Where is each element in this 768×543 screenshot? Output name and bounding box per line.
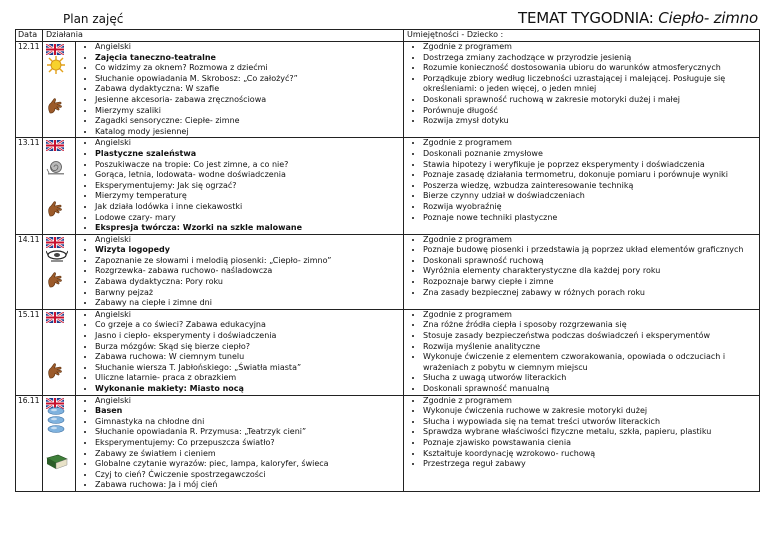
activity-item: • Jak działa lodówka i inne ciekawostki xyxy=(95,202,403,213)
skill-item: • Poszerza wiedzę, wzbudza zainteresowanie techniką xyxy=(423,181,759,192)
theme-prefix: TEMAT TYGODNIA: xyxy=(518,9,654,27)
activity-item: • Mierzymy temperaturę xyxy=(95,191,403,202)
activities-list xyxy=(76,396,403,491)
day-icons xyxy=(43,234,76,309)
date-column-header: Data xyxy=(16,30,43,42)
activity-item: • Zabawy na ciepłe i zimne dni xyxy=(95,298,403,309)
skill-item: • Poznaje zjawisko powstawania cienia xyxy=(423,438,759,449)
skill-item: • Wykonuje ćwiczenie z elementem czworakowania, opowiada o odczuciach i wrażeniach z pobytu w ciemnym miejscu xyxy=(423,352,759,373)
skills-list xyxy=(404,310,759,395)
activity-item: • Burza mózgów: Skąd się bierze ciepło? xyxy=(95,342,403,353)
skill-item: • Poznaje budowę piosenki i przedstawia ją poprzez układ elementów graficznych xyxy=(423,245,759,256)
skill-item: • Zgodnie z programem xyxy=(423,235,759,246)
activity-item: • Globalne czytanie wyrazów: piec, lampa, kaloryfer, świeca xyxy=(95,459,403,470)
skill-item: • Doskonali sprawność manualną xyxy=(423,384,759,395)
activity-item: • Wizyta logopedy xyxy=(95,245,403,256)
activity-item: • Plastyczne szaleństwa xyxy=(95,149,403,160)
activities-cell xyxy=(76,395,404,491)
hand-icon xyxy=(46,97,64,119)
day-row xyxy=(16,138,760,234)
activity-item: • Zagadki sensoryczne: Ciepłe- zimne xyxy=(95,116,403,127)
activity-item: • Co widzimy za oknem? Rozmowa z dziećmi xyxy=(95,63,403,74)
activity-item: • Zajęcia taneczno-teatralne xyxy=(95,53,403,64)
activity-item: • Basen xyxy=(95,406,403,417)
activities-cell xyxy=(76,42,404,138)
skill-item: • Kształtuje koordynację wzrokowo- ruchową xyxy=(423,449,759,460)
skill-item: • Wyróżnia elementy charakterystyczne dla każdej pory roku xyxy=(423,266,759,277)
skills-column-header: Umiejętności - Dziecko : xyxy=(404,30,760,42)
ear-listening-icon xyxy=(46,247,68,267)
skill-item: • Rozumie konieczność dostosowania ubioru do warunków atmosferycznych xyxy=(423,63,759,74)
activity-item: • Słuchanie opowiadania R. Przymusa: „Teatrzyk cieni” xyxy=(95,427,403,438)
activity-item: • Zabawa ruchowa: W ciemnym tunelu xyxy=(95,352,403,363)
skill-item: • Poznaje nowe techniki plastyczne xyxy=(423,213,759,224)
skill-item: • Zna różne źródła ciepła i sposoby rozgrzewania się xyxy=(423,320,759,331)
activity-item: • Uliczne latarnie- praca z obrazkiem xyxy=(95,373,403,384)
activities-list xyxy=(76,310,403,395)
activity-item: • Poszukiwacze na tropie: Co jest zimne, a co nie? xyxy=(95,160,403,171)
activity-item: • Eksperymentujemy: Jak się ogrzać? xyxy=(95,181,403,192)
skill-item: • Doskonali sprawność ruchową w zakresie motoryki dużej i małej xyxy=(423,95,759,106)
skill-item: • Poznaje zasadę działania termometru, dokonuje pomiaru i porównuje wyniki xyxy=(423,170,759,181)
skills-list xyxy=(404,235,759,299)
activity-item: • Gimnastyka na chłodne dni xyxy=(95,417,403,428)
activity-item: • Angielski xyxy=(95,138,403,149)
activity-item: • Czyj to cień? Ćwiczenie spostrzegawczości xyxy=(95,470,403,481)
theme-name: Ciepło- zimno xyxy=(658,9,758,27)
header-row xyxy=(16,30,760,42)
day-row xyxy=(16,309,760,395)
lesson-plan-table xyxy=(15,29,760,492)
activities-list xyxy=(76,138,403,233)
day-date: 15.11 xyxy=(16,309,43,395)
activities-cell xyxy=(76,138,404,234)
activity-item: • Zabawa ruchowa: Ja i mój cień xyxy=(95,480,403,491)
skills-cell xyxy=(404,234,760,309)
day-icons xyxy=(43,309,76,395)
skill-item: • Przestrzega reguł zabawy xyxy=(423,459,759,470)
activity-item: • Katalog mody jesiennej xyxy=(95,127,403,138)
day-date: 12.11 xyxy=(16,42,43,138)
activity-item: • Zabawy ze światłem i cieniem xyxy=(95,449,403,460)
activity-item: • Gorąca, letnia, lodowata- wodne doświadczenia xyxy=(95,170,403,181)
skills-cell xyxy=(404,395,760,491)
day-date: 16.11 xyxy=(16,395,43,491)
skills-cell xyxy=(404,42,760,138)
skill-item: • Słucha i wypowiada się na temat treści utworów literackich xyxy=(423,417,759,428)
skill-item: • Sprawdza wybrane właściwości fizyczne metalu, szkła, papieru, plastiku xyxy=(423,427,759,438)
activity-item: • Zabawa dydaktyczna: W szafie xyxy=(95,84,403,95)
day-date: 13.11 xyxy=(16,138,43,234)
day-icons xyxy=(43,42,76,138)
day-row xyxy=(16,42,760,138)
skill-item: • Rozwija myślenie analityczne xyxy=(423,342,759,353)
activity-item: • Słuchanie opowiadania M. Skrobosz: „Co założyć?” xyxy=(95,74,403,85)
weather-clouds-icon xyxy=(46,406,66,438)
uk-flag-icon xyxy=(46,312,64,327)
skills-list xyxy=(404,138,759,223)
plan-title: Plan zajęć xyxy=(63,12,124,26)
skill-item: • Porządkuje zbiory według liczebności uzrastającej i malejącej. Posługuje się określeniami: o jeden więcej, o jeden mniej xyxy=(423,74,759,95)
sun-icon xyxy=(46,56,66,78)
skill-item: • Bierze czynny udział w doświadczeniach xyxy=(423,191,759,202)
hand-icon xyxy=(46,200,64,222)
skills-list xyxy=(404,42,759,127)
activity-item: • Mierzymy szaliki xyxy=(95,106,403,117)
skills-cell xyxy=(404,138,760,234)
skill-item: • Doskonali sprawność ruchową xyxy=(423,256,759,267)
activities-cell xyxy=(76,309,404,395)
skill-item: • Zgodnie z programem xyxy=(423,396,759,407)
skill-item: • Porównuje długość xyxy=(423,106,759,117)
activity-item: • Barwny pejzaż xyxy=(95,288,403,299)
activities-cell xyxy=(76,234,404,309)
activity-item: • Słuchanie wiersza T. Jabłońskiego: „Światła miasta” xyxy=(95,363,403,374)
skill-item: • Stawia hipotezy i weryfikuje je poprzez eksperymenty i doświadczenia xyxy=(423,160,759,171)
book-icon xyxy=(46,454,68,474)
activity-item: • Wykonanie makiety: Miasto nocą xyxy=(95,384,403,395)
activity-item: • Eksperymentujemy: Co przepuszcza światło? xyxy=(95,438,403,449)
activity-item: • Jasno i ciepło- eksperymenty i doświadczenia xyxy=(95,331,403,342)
activities-column-header: Działania xyxy=(43,30,404,42)
skills-list xyxy=(404,396,759,470)
hand-icon xyxy=(46,362,64,384)
day-icons xyxy=(43,395,76,491)
skill-item: • Rozpoznaje barwy ciepłe i zimne xyxy=(423,277,759,288)
activity-item: • Ekspresja twórcza: Wzorki na szkle malowane xyxy=(95,223,403,234)
hand-icon xyxy=(46,271,64,293)
snail-icon xyxy=(46,160,66,180)
skill-item: • Stosuje zasady bezpieczeństwa podczas doświadczeń i eksperymentów xyxy=(423,331,759,342)
day-row xyxy=(16,234,760,309)
activity-item: • Angielski xyxy=(95,396,403,407)
skill-item: • Zgodnie z programem xyxy=(423,42,759,53)
skill-item: • Zgodnie z programem xyxy=(423,310,759,321)
skills-cell xyxy=(404,309,760,395)
skill-item: • Zgodnie z programem xyxy=(423,138,759,149)
activity-item: • Zapoznanie ze słowami i melodią piosenki: „Ciepło- zimno” xyxy=(95,256,403,267)
activities-list xyxy=(76,235,403,309)
day-row xyxy=(16,395,760,491)
activity-item: • Angielski xyxy=(95,310,403,321)
skill-item: • Dostrzega zmiany zachodzące w przyrodzie jesienią xyxy=(423,53,759,64)
activities-list xyxy=(76,42,403,137)
day-date: 14.11 xyxy=(16,234,43,309)
activity-item: • Co grzeje a co świeci? Zabawa edukacyjna xyxy=(95,320,403,331)
skill-item: • Rozwija zmysł dotyku xyxy=(423,116,759,127)
day-icons xyxy=(43,138,76,234)
skill-item: • Zna zasady bezpiecznej zabawy w różnych porach roku xyxy=(423,288,759,299)
activity-item: • Jesienne akcesoria- zabawa zręcznościowa xyxy=(95,95,403,106)
activity-item: • Zabawa dydaktyczna: Pory roku xyxy=(95,277,403,288)
activity-item: • Angielski xyxy=(95,235,403,246)
activity-item: • Rozgrzewka- zabawa ruchowo- naśladowcza xyxy=(95,266,403,277)
uk-flag-icon xyxy=(46,140,64,155)
activity-item: • Lodowe czary- mary xyxy=(95,213,403,224)
activity-item: • Angielski xyxy=(95,42,403,53)
skill-item: • Słucha z uwagą utworów literackich xyxy=(423,373,759,384)
skill-item: • Doskonali poznanie zmysłowe xyxy=(423,149,759,160)
skill-item: • Wykonuje ćwiczenia ruchowe w zakresie motoryki dużej xyxy=(423,406,759,417)
week-theme xyxy=(518,9,758,27)
skill-item: • Rozwija wyobraźnię xyxy=(423,202,759,213)
